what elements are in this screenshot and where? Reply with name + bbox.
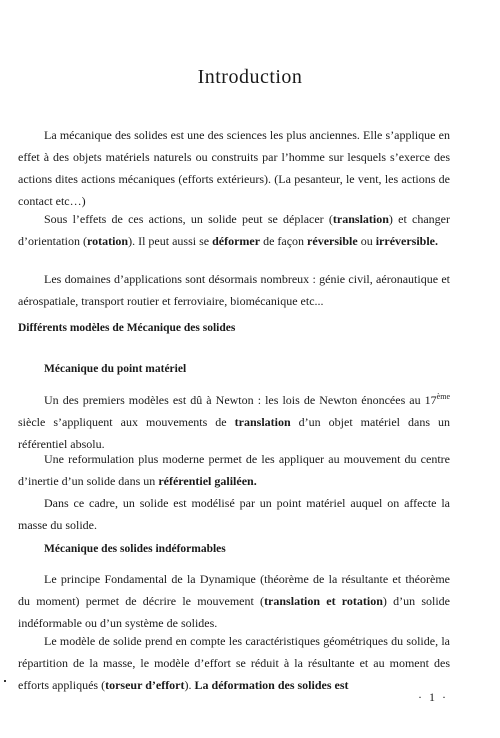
intro-text-2c: ) et changer d’orientation ( xyxy=(18,212,450,248)
superscript-eme: ème xyxy=(436,392,450,401)
intro-text-2d: ). Il peut aussi se xyxy=(128,234,213,248)
point-text-1c: d’un objet matériel dans un référentiel absolu. xyxy=(18,415,451,451)
point-paragraph-1 xyxy=(18,386,450,455)
point-paragraph-2 xyxy=(18,448,450,492)
term-reversible: réversible xyxy=(307,234,358,248)
section-heading-indeformables: Mécanique des solides indéformables xyxy=(44,543,226,555)
intro-paragraph-2 xyxy=(18,208,450,252)
point-paragraph-3 xyxy=(18,492,450,536)
indef-text-2b: ). xyxy=(184,678,195,692)
intro-paragraph-1 xyxy=(18,124,450,212)
section-heading-models: Différents modèles de Mécanique des solides xyxy=(18,322,236,334)
term-translation: translation xyxy=(332,212,389,226)
indef-text-1a: Le principe Fondamental de la Dynamique (théorème de la résultante et théorème du moment) permet de décrire le mouvement ( xyxy=(18,572,450,608)
intro-text-2a: Sous l’effets de ces actions, un solide peut se déplacer ( xyxy=(44,212,333,226)
intro-text-2f: ou xyxy=(357,234,376,248)
indef-paragraph-1 xyxy=(18,568,450,634)
indef-paragraph-2 xyxy=(18,630,450,696)
margin-dot xyxy=(4,680,6,682)
point-text-1a: Un des premiers modèles est dû à Newton : les lois de Newton énoncées au 17 xyxy=(44,393,437,407)
indef-text-1b: ) d’un solide indéformable ou d’un système de solides. xyxy=(18,594,450,630)
intro-text-3: Les domaines d’applications sont désormais nombreux : génie civil, aéronautique et aérospatiale, transport routier et ferroviaire, biomécanique etc... xyxy=(18,272,450,308)
term-deformation-solides: La déformation des solides est xyxy=(194,678,349,692)
point-text-1b: siècle s’appliquent aux mouvements de xyxy=(18,415,235,429)
term-rotation: rotation xyxy=(86,234,129,248)
term-torseur-effort: torseur d’effort xyxy=(105,678,185,692)
section-heading-point-materiel: Mécanique du point matériel xyxy=(44,363,187,375)
page-title: Introduction xyxy=(197,66,303,88)
indef-text-2a: Le modèle de solide prend en compte les caractéristiques géométriques du solide, la répartition de la masse, le modèle d’effort se réduit à la résultante et au moment des efforts appliqués ( xyxy=(18,634,450,692)
term-referentiel-galileen: référentiel galiléen. xyxy=(158,474,257,488)
intro-text-2e: de façon xyxy=(260,234,308,248)
point-text-3: Dans ce cadre, un solide est modélisé par un point matériel auquel on affecte la masse du solide. xyxy=(18,496,450,532)
term-translation-rotation: translation et rotation xyxy=(264,594,383,608)
intro-text-1: La mécanique des solides est une des sciences les plus anciennes. Elle s’applique en effet à des objets matériels naturels ou construits par l’homme sur lesquels s’exerce des actions dites actions mécaniques (efforts extérieurs). (La pesanteur, le vent, les actions de contact etc…) xyxy=(18,128,450,208)
term-deformer: déformer xyxy=(212,234,261,248)
term-irreversible: irréversible. xyxy=(375,234,439,248)
intro-paragraph-3 xyxy=(18,268,450,312)
point-text-2a: Une reformulation plus moderne permet de les appliquer au mouvement du centre d’inertie d’un solide dans un xyxy=(18,452,450,488)
page-number: · 1 · xyxy=(418,690,448,704)
term-translation-2: translation xyxy=(234,415,291,429)
